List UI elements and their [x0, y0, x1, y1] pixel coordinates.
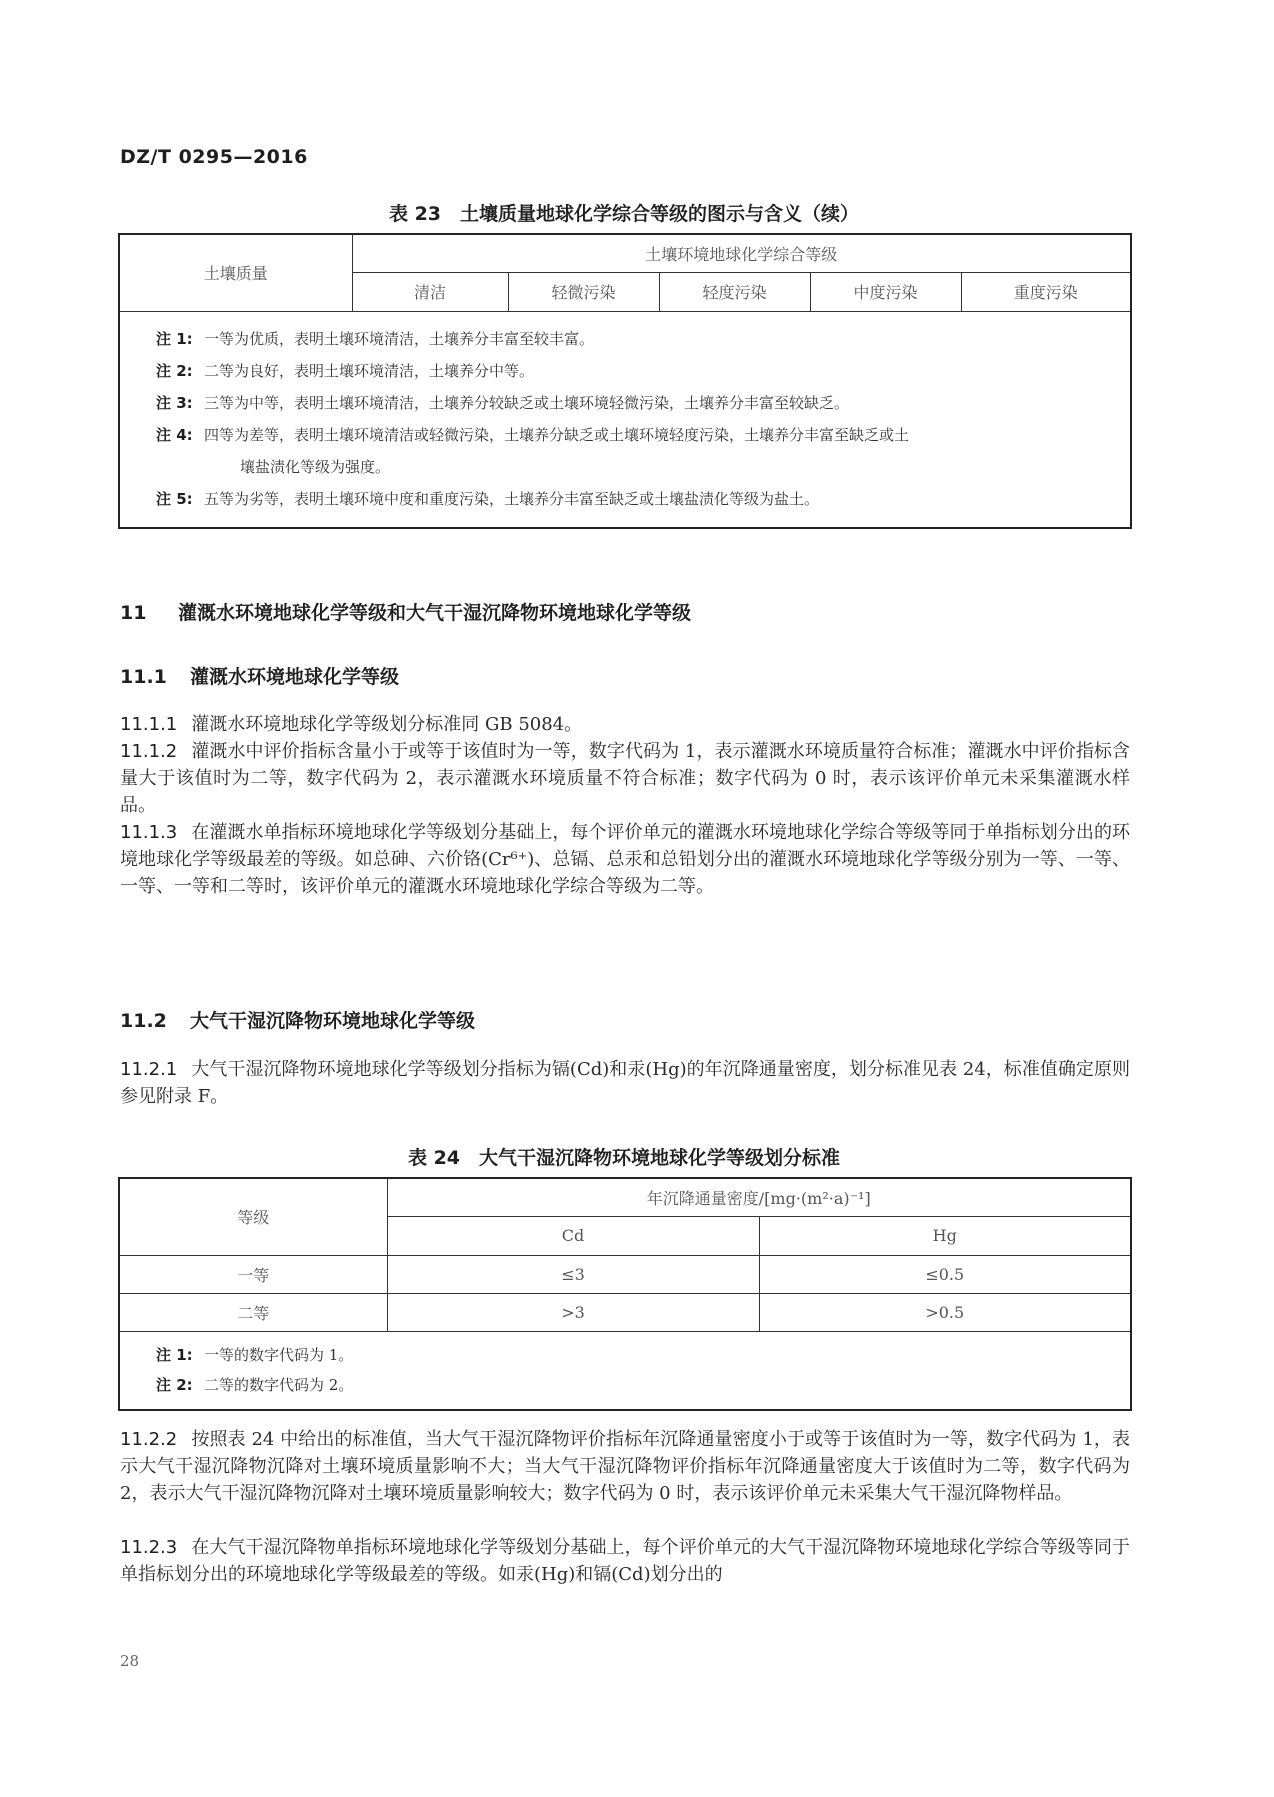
table-24-group-header: 年沉降通量密度/[mg·(m²·a)⁻¹] — [387, 1178, 1131, 1216]
cd-value-cell: ≤3 — [387, 1255, 759, 1293]
table-24 — [118, 1177, 1132, 1411]
table-note: 注 1: 一等的数字代码为 1。 — [156, 1345, 354, 1364]
table-23-column-header: 清洁 — [352, 272, 508, 311]
table-note: 注 2: 二等为良好，表明土壤环境清洁，土壤养分中等。 — [156, 361, 535, 380]
paragraph: 11.2.1 大气干湿沉降物环境地球化学等级划分指标为镉(Cd)和汞(Hg)的年沉降通量密度，划分标准见表 24，标准值确定原则参见附录 F。 — [120, 1059, 1130, 1107]
table-23-notes — [119, 311, 1131, 528]
table-note: 注 4: 四等为差等，表明土壤环境清洁或轻微污染，土壤养分缺乏或土壤环境轻度污染，土壤养分丰富至缺乏或土 — [156, 425, 910, 444]
grade-cell: 一等 — [119, 1255, 387, 1293]
table-23-column-header: 重度污染 — [961, 272, 1131, 311]
table-note-continuation: 壤盐渍化等级为强度。 — [240, 457, 391, 476]
table-row — [119, 1255, 1131, 1293]
table-row — [119, 1293, 1131, 1331]
subsection-heading: 11.2 大气干湿沉降物环境地球化学等级 — [120, 1010, 476, 1032]
paragraph: 11.1.1 灌溉水环境地球化学等级划分标准同 GB 5084。 — [120, 714, 583, 735]
table-23-column-header: 中度污染 — [810, 272, 961, 311]
cd-value-cell: >3 — [387, 1293, 759, 1331]
page-number: 28 — [120, 1652, 140, 1670]
table-24-notes — [119, 1331, 1131, 1410]
table-23-column-header: 轻度污染 — [659, 272, 810, 311]
paragraph: 11.2.2 按照表 24 中给出的标准值，当大气干湿沉降物评价指标年沉降通量密度小于或等于该值时为一等，数字代码为 1，表示大气干湿沉降物沉降对土壤环境质量影响不大；当大气干湿沉降物评价指标年沉降通量密度大于该值时为二等，数字代码为 2，表示大气干湿沉降物沉降对土壤环境质量影响较大；数字代码为 0 时，表示该评价单元未采集大气干湿沉降物样品。 — [120, 1429, 1130, 1504]
table-23 — [118, 233, 1132, 529]
grade-cell: 二等 — [119, 1293, 387, 1331]
section-heading: 11 灌溉水环境地球化学等级和大气干湿沉降物环境地球化学等级 — [120, 602, 692, 624]
table-24-column-header: Cd — [387, 1216, 759, 1255]
table-24-caption: 表 24 大气干湿沉降物环境地球化学等级划分标准 — [407, 1147, 841, 1169]
paragraph: 11.2.3 在大气干湿沉降物单指标环境地球化学等级划分基础上，每个评价单元的大气干湿沉降物环境地球化学综合等级等同于单指标划分出的环境地球化学等级最差的等级。如汞(Hg)和镉(Cd)划分出的 — [120, 1537, 1130, 1585]
paragraph: 11.1.2 灌溉水中评价指标含量小于或等于该值时为一等，数字代码为 1，表示灌溉水环境质量符合标准；灌溉水中评价指标含量大于该值时为二等，数字代码为 2，表示灌溉水环境质量不符合标准；数字代码为 0 时，表示该评价单元未采集灌溉水样品。 — [120, 741, 1130, 816]
table-23-row-header: 土壤质量 — [119, 234, 352, 311]
paragraph: 11.1.3 在灌溉水单指标环境地球化学等级划分基础上，每个评价单元的灌溉水环境地球化学综合等级等同于单指标划分出的环境地球化学等级最差的等级。如总砷、六价铬(Cr⁶⁺)、总镉、总汞和总铅划分出的灌溉水环境地球化学等级分别为一等、一等、一等、一等和二等时，该评价单元的灌溉水环境地球化学综合等级为二等。 — [120, 822, 1130, 897]
table-23-column-header: 轻微污染 — [508, 272, 659, 311]
table-note: 注 2: 二等的数字代码为 2。 — [156, 1375, 354, 1394]
hg-value-cell: ≤0.5 — [759, 1255, 1131, 1293]
table-note: 注 3: 三等为中等，表明土壤环境清洁，土壤养分较缺乏或土壤环境轻微污染，土壤养分丰富至较缺乏。 — [156, 393, 850, 412]
table-24-column-header: Hg — [759, 1216, 1131, 1255]
table-24-row-header: 等级 — [119, 1178, 387, 1255]
table-23-caption: 表 23 土壤质量地球化学综合等级的图示与含义（续） — [388, 203, 860, 225]
table-23-group-header: 土壤环境地球化学综合等级 — [352, 234, 1131, 272]
table-note: 注 5: 五等为劣等，表明土壤环境中度和重度污染，土壤养分丰富至缺乏或土壤盐渍化等级为盐土。 — [156, 489, 820, 508]
table-note: 注 1: 一等为优质，表明土壤环境清洁，土壤养分丰富至较丰富。 — [156, 329, 595, 348]
hg-value-cell: >0.5 — [759, 1293, 1131, 1331]
standard-code: DZ/T 0295—2016 — [120, 146, 308, 168]
subsection-heading: 11.1 灌溉水环境地球化学等级 — [120, 666, 400, 688]
